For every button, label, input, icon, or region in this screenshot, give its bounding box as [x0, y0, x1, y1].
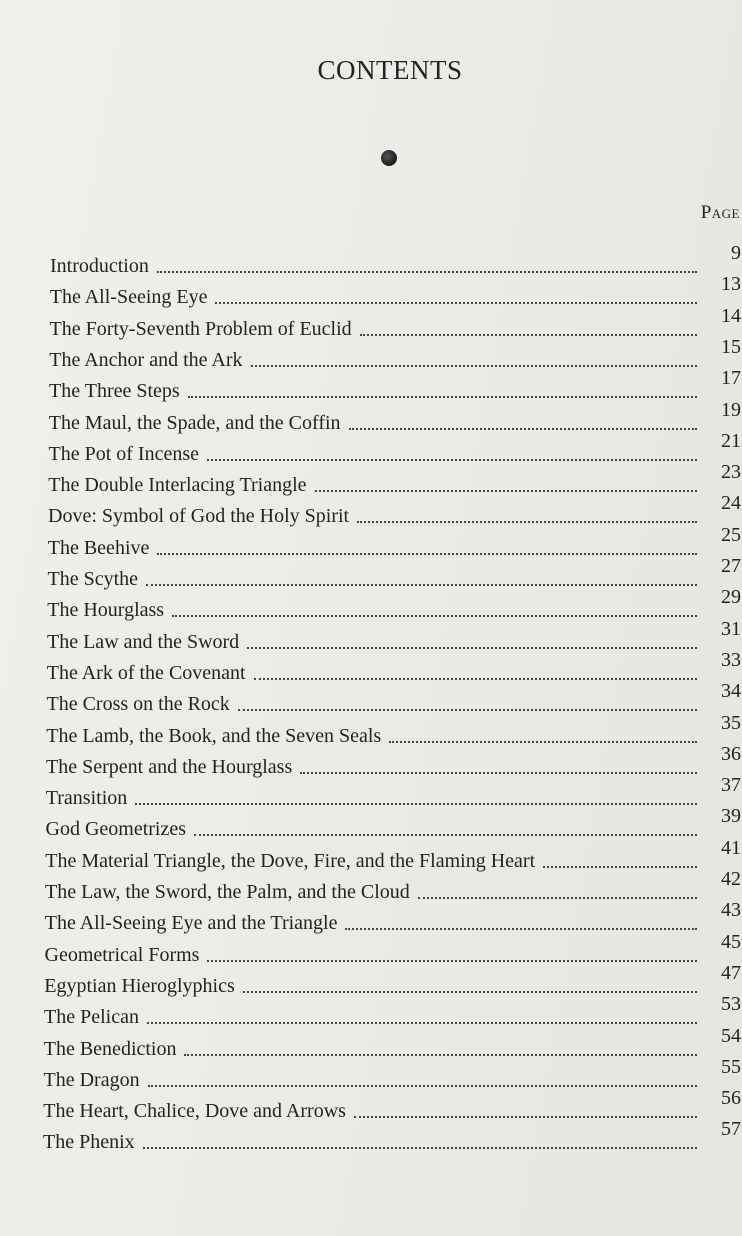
toc-entry-title: The Double Interlacing Triangle	[48, 474, 307, 497]
toc-entry-title: The Scythe	[47, 568, 139, 590]
dot-leader	[315, 490, 697, 492]
toc-entry-page-number: 24	[721, 492, 741, 515]
toc-entry	[43, 1024, 741, 1061]
toc-entry-page-number: 37	[721, 774, 741, 797]
toc-entry	[46, 680, 741, 716]
toc-entry-page-number: 55	[721, 1055, 741, 1078]
dot-leader	[148, 1085, 697, 1087]
dot-leader	[349, 428, 697, 430]
toc-entry-title: The Forty-Seventh Problem of Euclid	[49, 317, 352, 340]
toc-entry-page-number: 21	[721, 429, 741, 452]
dot-leader	[207, 459, 697, 461]
toc-entry	[45, 774, 741, 810]
dot-leader	[172, 615, 697, 617]
dot-leader	[360, 334, 697, 336]
toc-entry-page-number: 53	[721, 993, 741, 1016]
dot-leader	[357, 521, 697, 523]
toc-entry-page-number: 43	[721, 899, 741, 922]
toc-entry-page-number: 41	[721, 836, 741, 859]
toc-entry	[47, 523, 741, 560]
toc-entry-title: Transition	[45, 787, 128, 810]
toc-entry	[44, 961, 741, 998]
toc-entry	[44, 899, 741, 935]
toc-entry	[45, 805, 741, 841]
toc-entry-page-number: 17	[721, 367, 741, 390]
toc-entry	[46, 648, 741, 685]
toc-entry-title: The Law and the Sword	[47, 630, 240, 653]
dot-leader	[354, 1116, 697, 1118]
toc-entry-title: The Maul, the Spade, and the Coffin	[48, 411, 341, 434]
toc-entry	[46, 711, 741, 748]
toc-entry-title: The Pelican	[44, 1006, 139, 1029]
toc-entry-page-number: 56	[721, 1087, 741, 1110]
toc-entry-page-number: 42	[721, 868, 741, 890]
toc-entry-title: Geometrical Forms	[44, 943, 200, 966]
dot-leader	[157, 271, 697, 273]
dot-leader	[188, 396, 697, 398]
toc-entry-page-number: 13	[721, 273, 741, 296]
toc-entry-page-number: 29	[721, 586, 741, 609]
toc-entry-page-number: 35	[721, 711, 741, 734]
toc-entry	[44, 930, 741, 967]
toc-entry-page-number: 45	[721, 930, 741, 953]
toc-entry	[43, 1087, 741, 1123]
toc-entry	[48, 461, 741, 497]
dot-leader	[215, 302, 697, 304]
toc-entry-title: Dove: Symbol of God the Holy Spirit	[48, 505, 350, 528]
toc-entry-title: The Three Steps	[49, 380, 180, 403]
dot-leader	[247, 647, 697, 649]
toc-entry	[46, 742, 741, 779]
contents-heading: CONTENTS	[317, 55, 463, 85]
toc-entry-page-number: 54	[721, 1024, 741, 1047]
toc-entry-title: The All-Seeing Eye	[49, 286, 208, 309]
toc-entry-title: The Ark of the Covenant	[46, 661, 246, 684]
toc-entry-page-number: 34	[721, 680, 741, 703]
dot-leader	[418, 897, 697, 899]
toc-entry	[49, 304, 741, 341]
dot-leader	[238, 709, 697, 711]
dot-leader	[251, 365, 697, 367]
toc-entry-title: Egyptian Hieroglyphics	[44, 974, 235, 997]
toc-entry-page-number: 31	[721, 617, 741, 640]
toc-entry-title: The Benediction	[43, 1037, 177, 1060]
dot-leader	[543, 866, 697, 868]
dot-leader	[147, 1022, 697, 1024]
toc-entry-title: The Pot of Incense	[48, 442, 200, 465]
dot-leader	[194, 834, 697, 836]
toc-entry-title: The Phenix	[43, 1131, 135, 1154]
toc-entry	[44, 993, 741, 1029]
toc-entry-page-number: 9	[731, 242, 741, 264]
dot-leader	[143, 1147, 697, 1149]
toc-entry-title: The Anchor and the Ark	[49, 348, 243, 371]
toc-entry-title: The Lamb, the Book, and the Seven Seals	[46, 724, 382, 747]
dot-leader	[389, 741, 697, 743]
toc-entry-page-number: 47	[721, 961, 741, 984]
dot-leader	[207, 960, 697, 962]
dot-leader	[300, 772, 697, 774]
toc-entry	[45, 836, 741, 873]
toc-entry	[48, 429, 741, 466]
toc-entry-title: The Material Triangle, the Dove, Fire, and the Flaming Heart	[45, 849, 536, 872]
dot-leader	[146, 584, 697, 586]
toc-entry	[48, 398, 741, 435]
toc-entry	[47, 586, 741, 622]
toc-entry-page-number: 14	[721, 304, 741, 327]
toc-entry-page-number: 23	[721, 461, 741, 484]
dot-leader	[345, 928, 697, 930]
toc-entry-title: The Law, the Sword, the Palm, and the Cloud	[45, 881, 410, 903]
toc-entry-title: Introduction	[50, 255, 149, 277]
toc-entry-page-number: 33	[721, 648, 741, 671]
page-column-label: Page	[700, 202, 740, 223]
toc-entry	[49, 335, 741, 372]
toc-entry-title: The Beehive	[47, 536, 150, 559]
toc-entry-page-number: 36	[721, 742, 741, 765]
toc-entry-page-number: 19	[721, 398, 741, 421]
toc-entry-title: The Serpent and the Hourglass	[46, 755, 293, 778]
dot-leader	[254, 678, 697, 680]
toc-entry-title: God Geometrizes	[45, 818, 187, 841]
toc-entry	[43, 1055, 741, 1092]
toc-entry-page-number: 27	[721, 555, 741, 577]
dot-leader	[243, 991, 697, 993]
toc-entry-page-number: 25	[721, 523, 741, 546]
toc-entry-title: The All-Seeing Eye and the Triangle	[44, 912, 338, 935]
toc-entry	[49, 367, 741, 403]
toc-entry	[43, 1118, 741, 1154]
dot-leader	[184, 1054, 697, 1056]
toc-entry	[47, 617, 741, 654]
toc-entry	[45, 868, 741, 904]
dot-leader	[135, 803, 697, 805]
toc-entry	[47, 555, 741, 591]
toc-entry	[48, 492, 741, 528]
toc-entry-page-number: 15	[721, 335, 741, 358]
toc-entry-title: The Heart, Chalice, Dove and Arrows	[43, 1100, 346, 1123]
toc-entry-title: The Cross on the Rock	[46, 693, 230, 716]
toc-entry	[49, 273, 741, 309]
toc-entry-title: The Hourglass	[47, 599, 165, 622]
dot-leader	[157, 553, 697, 555]
toc-entry-title: The Dragon	[43, 1068, 140, 1091]
toc-entry-page-number: 57	[721, 1118, 741, 1141]
toc-entry	[50, 242, 741, 278]
toc-entry-page-number: 39	[721, 805, 741, 828]
